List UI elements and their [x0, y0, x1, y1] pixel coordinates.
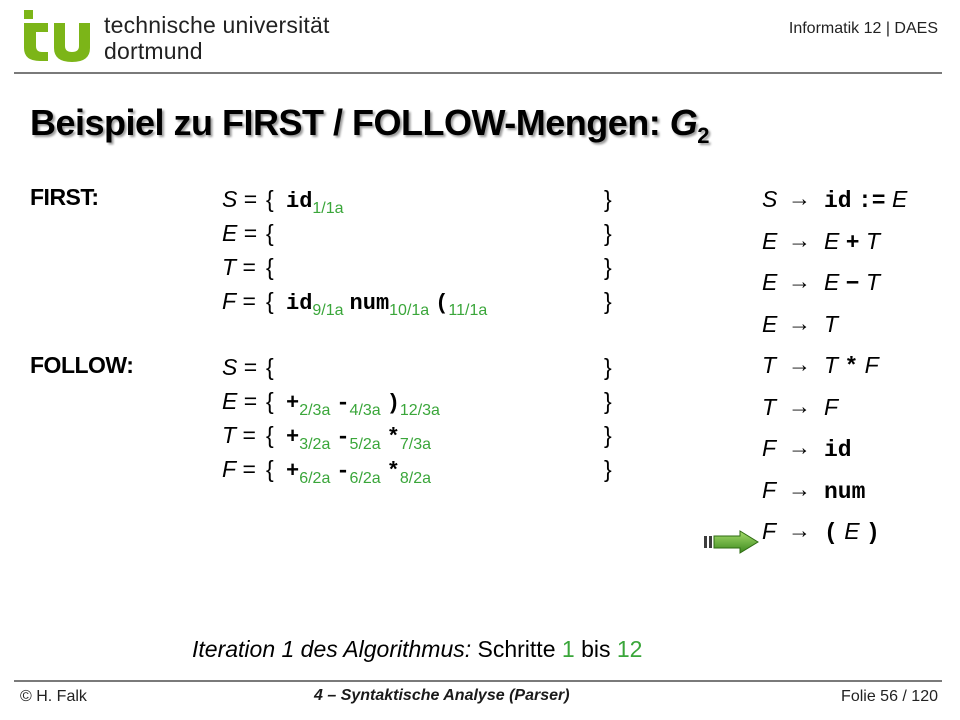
- university-name-line1: technische universität: [104, 12, 330, 38]
- production-lhs: E: [762, 227, 778, 254]
- set-open-brace: {: [266, 388, 274, 414]
- terminal-symbol: id: [824, 437, 852, 463]
- header-divider: [14, 72, 942, 74]
- production-rhs: [824, 352, 879, 380]
- set-name: F =: [222, 456, 256, 482]
- production-lhs: E: [762, 310, 778, 337]
- terminal-symbol: num: [824, 478, 866, 505]
- terminal-symbol: id: [824, 188, 852, 214]
- terminal-symbol: +: [286, 391, 300, 416]
- set-element: [386, 388, 440, 419]
- production-lhs: E: [762, 269, 778, 295]
- production-rhs: [824, 186, 907, 214]
- terminal-symbol: *: [844, 354, 859, 380]
- terminal-symbol: -: [336, 459, 350, 484]
- set-element: [286, 388, 331, 419]
- terminal-symbol: ): [386, 391, 400, 416]
- set-close-brace: }: [604, 422, 612, 448]
- grammar-subscript: 2: [697, 123, 710, 148]
- set-element: [386, 422, 432, 453]
- nonterminal-symbol: F: [824, 393, 839, 420]
- set-elements: [286, 422, 437, 453]
- step-annotation: 1/1a: [312, 200, 344, 217]
- derives-arrow-icon: →: [788, 434, 811, 460]
- set-name: E =: [222, 220, 258, 246]
- set-element: [336, 422, 381, 453]
- step-annotation: 2/3a: [299, 402, 331, 419]
- footer-chapter: 4 – Syntaktische Analyse (Parser): [314, 687, 570, 704]
- step-annotation: 6/2a: [299, 470, 331, 487]
- step-annotation: 4/3a: [349, 402, 381, 419]
- green-arrow-icon: [704, 530, 760, 554]
- set-name: T =: [222, 254, 256, 280]
- set-name: S =: [222, 354, 258, 380]
- terminal-symbol: :=: [858, 188, 886, 214]
- set-open-brace: {: [266, 422, 274, 448]
- iteration-from: 1: [561, 636, 575, 662]
- set-elements: [286, 186, 350, 217]
- derives-arrow-icon: →: [788, 309, 811, 336]
- terminal-symbol: (: [824, 520, 838, 546]
- set-name: S =: [222, 186, 258, 212]
- step-annotation: 11/1a: [448, 302, 488, 319]
- set-elements: [286, 288, 493, 319]
- set-open-brace: {: [266, 254, 274, 280]
- nonterminal-symbol: E: [844, 518, 860, 544]
- iteration-caption: [192, 636, 642, 663]
- set-element: [286, 422, 331, 453]
- set-name: E =: [222, 388, 258, 414]
- slide-title-text: Beispiel zu FIRST / FOLLOW-Mengen:: [30, 102, 670, 143]
- set-close-brace: }: [604, 254, 612, 280]
- set-element: [349, 288, 430, 319]
- derives-arrow-icon: →: [788, 185, 811, 211]
- set-close-brace: }: [604, 388, 612, 414]
- production-rhs: [824, 394, 838, 421]
- terminal-symbol: (: [435, 291, 449, 316]
- terminal-symbol: *: [386, 425, 400, 450]
- nonterminal-symbol: T: [824, 352, 839, 378]
- production-lhs: T: [762, 393, 777, 420]
- production-rhs: [824, 269, 880, 297]
- nonterminal-symbol: E: [824, 269, 840, 295]
- set-element: [286, 186, 344, 217]
- nonterminal-symbol: F: [864, 352, 879, 378]
- nonterminal-symbol: E: [824, 227, 840, 254]
- iteration-bis-word: bis: [581, 636, 611, 662]
- step-annotation: 6/2a: [349, 470, 381, 487]
- nonterminal-symbol: T: [824, 310, 839, 337]
- derives-arrow-icon: →: [788, 517, 811, 543]
- first-label: FIRST:: [30, 184, 99, 210]
- set-element: [286, 288, 344, 319]
- derives-arrow-icon: →: [788, 475, 811, 502]
- step-annotation: 12/3a: [399, 402, 440, 419]
- nonterminal-symbol: T: [865, 269, 880, 295]
- derives-arrow-icon: →: [788, 226, 811, 253]
- step-annotation: 3/2a: [299, 436, 331, 453]
- iteration-steps-word: Schritte: [477, 636, 556, 662]
- set-open-brace: {: [266, 354, 274, 380]
- set-elements: [286, 388, 446, 419]
- set-open-brace: {: [266, 456, 274, 482]
- follow-label: FOLLOW:: [30, 352, 134, 378]
- production-rhs: [824, 477, 865, 505]
- tu-logo-icon: [18, 8, 98, 64]
- set-close-brace: }: [604, 186, 612, 212]
- production-rhs: [824, 228, 880, 256]
- set-close-brace: }: [604, 220, 612, 246]
- institute-label: Informatik 12 | DAES: [788, 20, 938, 37]
- production-rhs: [824, 311, 838, 338]
- nonterminal-symbol: E: [892, 186, 908, 212]
- step-annotation: 10/1a: [389, 302, 430, 319]
- step-annotation: 9/1a: [312, 302, 344, 319]
- terminal-symbol: −: [845, 271, 860, 297]
- set-open-brace: {: [266, 288, 274, 314]
- set-name: T =: [222, 422, 256, 448]
- set-element: [336, 388, 381, 419]
- footer-author: © H. Falk: [20, 688, 87, 705]
- iteration-to: 12: [616, 636, 643, 662]
- terminal-symbol: +: [845, 229, 860, 256]
- production-lhs: T: [762, 352, 777, 378]
- production-lhs: S: [762, 186, 778, 212]
- production-lhs: F: [762, 435, 777, 461]
- step-annotation: 7/3a: [399, 436, 432, 453]
- set-open-brace: {: [266, 220, 274, 246]
- iteration-prefix: Iteration 1 des Algorithmus:: [192, 636, 472, 662]
- production-lhs: F: [762, 518, 777, 544]
- footer-slide-number: Folie 56 / 120: [841, 688, 938, 705]
- grammar-symbol: G: [669, 102, 698, 143]
- university-name-line2: dortmund: [104, 38, 203, 64]
- step-annotation: 8/2a: [399, 470, 432, 487]
- set-element: [386, 456, 432, 487]
- nonterminal-symbol: T: [865, 227, 880, 254]
- set-name: F =: [222, 288, 256, 314]
- step-annotation: 5/2a: [349, 436, 381, 453]
- terminal-symbol: +: [286, 425, 300, 450]
- terminal-symbol: id: [286, 189, 313, 214]
- terminal-symbol: -: [336, 425, 350, 450]
- terminal-symbol: num: [349, 291, 390, 316]
- terminal-symbol: ): [865, 520, 880, 546]
- set-element: [336, 456, 381, 487]
- set-close-brace: }: [604, 288, 612, 314]
- production-rhs: [824, 435, 852, 463]
- set-elements: [286, 456, 437, 487]
- footer-divider: [14, 680, 942, 682]
- derives-arrow-icon: →: [788, 392, 811, 419]
- set-close-brace: }: [604, 354, 612, 380]
- terminal-symbol: id: [286, 291, 313, 316]
- set-element: [435, 288, 488, 319]
- derives-arrow-icon: →: [788, 351, 811, 377]
- derives-arrow-icon: →: [788, 268, 811, 294]
- terminal-symbol: *: [386, 459, 400, 484]
- production-rhs: [824, 518, 880, 546]
- terminal-symbol: +: [286, 459, 300, 484]
- set-element: [286, 456, 331, 487]
- set-close-brace: }: [604, 456, 612, 482]
- terminal-symbol: -: [336, 391, 350, 416]
- production-lhs: F: [762, 476, 777, 503]
- slide-title: [30, 102, 710, 148]
- set-open-brace: {: [266, 186, 274, 212]
